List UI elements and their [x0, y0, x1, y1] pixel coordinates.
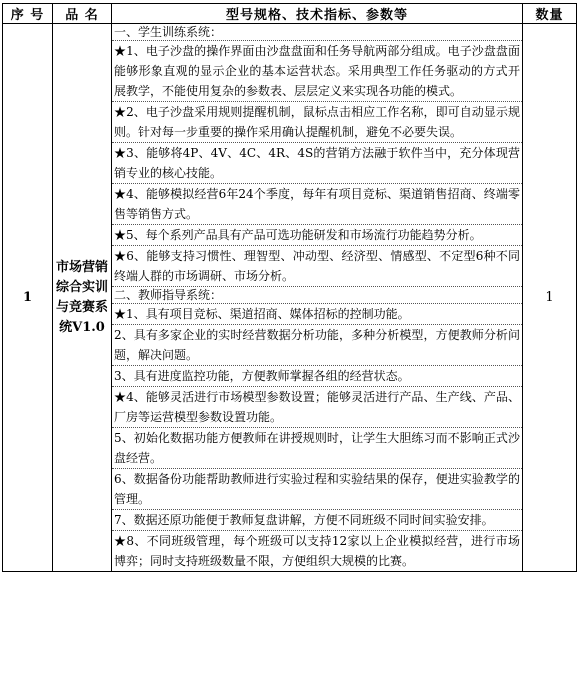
spec-item: 7、数据还原功能便于教师复盘讲解，方便不同班级不同时间实验安排。	[112, 510, 522, 531]
procurement-spec-table-page	[2, 3, 576, 677]
spec-item: ★5、每个系列产品具有产品可选功能研发和市场流行功能趋势分析。	[112, 225, 522, 246]
row-number: 1	[3, 24, 53, 572]
header-row	[3, 4, 577, 24]
spec-item: ★8、不同班级管理，每个班级可以支持12家以上企业模拟经营，进行市场博弈；同时支持班级数量不限，方便组织大规模的比赛。	[114, 534, 520, 568]
quantity: 1	[523, 24, 577, 572]
spec-item: ★3、能够将4P、4V、4C、4R、4S的营销方法融于软件当中，充分体现营销专业的核心技能。	[112, 143, 522, 184]
spec-item: ★2、电子沙盘采用规则提醒机制，鼠标点击相应工作名称，即可自动显示规则。针对每一步重要的操作采用确认提醒机制，避免不必要失误。	[112, 102, 522, 143]
spec-item: ★4、能够灵活进行市场模型参数设置；能够灵活进行产品、生产线、产品、厂房等运营模型参数设置功能。	[112, 387, 522, 428]
spec-item: 6、数据备份功能帮助教师进行实验过程和实验结果的保存，便进实验教学的管理。	[112, 469, 522, 510]
spec-table	[2, 3, 577, 572]
spec-item: 2、具有多家企业的实时经营数据分析功能，多种分析模型，方便教师分析问题，解决问题。	[112, 325, 522, 366]
spec-item: ★6、能够支持习惯性、理智型、冲动型、经济型、情感型、不定型6种不同终端人群的市场调研、市场分析。	[112, 246, 522, 287]
spec-item: 3、具有进度监控功能，方便教师掌握各组的经营状态。	[112, 366, 522, 387]
spec-item: ★1、具有项目竞标、渠道招商、媒体招标的控制功能。	[112, 304, 522, 325]
header-qty: 数量	[523, 4, 577, 24]
spec-cell	[112, 24, 523, 572]
spec-item: ★4、能够模拟经营6年24个季度，每年有项目竞标、渠道销售招商、终端零售等销售方式。	[112, 184, 522, 225]
table-row	[3, 24, 577, 572]
spec-item: ★1、电子沙盘的操作界面由沙盘盘面和任务导航两部分组成。电子沙盘盘面能够形象直观的显示企业的基本运营状态。采用典型工作任务驱动的方式开展教学，不能使用复杂的参数表、层层定义来实现各功能的模式。	[112, 41, 522, 102]
spec-section-heading: 二、教师指导系统：	[112, 287, 522, 304]
header-no: 序 号	[3, 4, 53, 24]
header-name: 品 名	[53, 4, 112, 24]
spec-item: 5、初始化数据功能方便教师在讲授规则时，让学生大胆练习而不影响正式沙盘经营。	[112, 428, 522, 469]
spec-section-heading: 一、学生训练系统：	[112, 24, 522, 41]
product-name: 市场营销综合实训与竞赛系统V1.0	[53, 24, 112, 572]
header-spec: 型号规格、技术指标、参数等	[112, 4, 523, 24]
